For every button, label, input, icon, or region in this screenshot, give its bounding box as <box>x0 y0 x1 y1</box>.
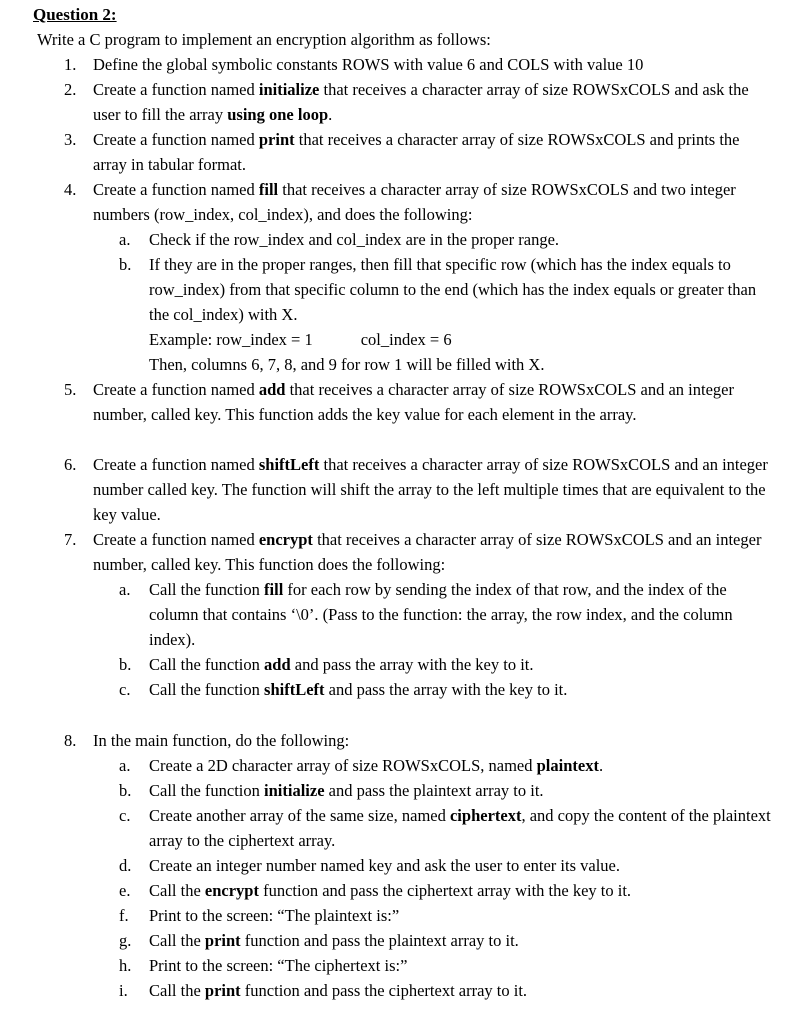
sub-item-letter: d. <box>119 856 132 875</box>
sub-item-text: Call the function shiftLeft and pass the array with the key to it. <box>149 680 568 699</box>
sub-item-text: Call the function add and pass the array with the key to it. <box>149 655 534 674</box>
sub-item-8c <box>119 803 774 853</box>
item-number: 6. <box>64 455 77 474</box>
item-text: Create a function named fill that receives a character array of size ROWSxCOLS and two integer numbers (row_index, col_index), and does the following: <box>93 180 736 225</box>
sub-item-8b <box>119 778 774 803</box>
list-item-6 <box>64 452 776 527</box>
list-item-3 <box>64 127 776 177</box>
item-number: 1. <box>64 55 77 74</box>
sub-item-text: Call the print function and pass the ciphertext array to it. <box>149 981 528 1000</box>
sub-item-letter: a. <box>119 230 131 249</box>
sub-item-8a <box>119 753 774 778</box>
sub-item-text: Call the print function and pass the plaintext array to it. <box>149 931 519 950</box>
list-item-8 <box>64 728 776 753</box>
question-intro: Write a C program to implement an encryption algorithm as follows: <box>37 30 491 49</box>
sub-item-text: Print to the screen: “The ciphertext is:” <box>149 956 408 975</box>
sub-item-letter: b. <box>119 781 132 800</box>
sub-item-text: Call the function initialize and pass the plaintext array to it. <box>149 781 544 800</box>
sub-item-8d <box>119 853 774 878</box>
list-item-7 <box>64 527 776 577</box>
sub-item-8f <box>119 903 774 928</box>
item-number: 2. <box>64 80 77 99</box>
sub-item-text: Create an integer number named key and ask the user to enter its value. <box>149 856 620 875</box>
sub-item-8g <box>119 928 774 953</box>
example-row-index: Example: row_index = 1 <box>149 330 313 349</box>
sub-item-4b-then: Then, columns 6, 7, 8, and 9 for row 1 will be filled with X. <box>149 355 545 374</box>
sub-item-7c <box>119 677 774 702</box>
sub-item-text: Call the function fill for each row by sending the index of that row, and the index of the column that contains ‘\0’. (Pass to the function: the array, the row index, and the column index). <box>149 580 733 650</box>
sub-item-8h <box>119 953 774 978</box>
item-text: In the main function, do the following: <box>93 731 350 750</box>
sub-item-8e <box>119 878 774 903</box>
item-number: 5. <box>64 380 77 399</box>
list-item-4 <box>64 177 776 227</box>
item-number: 7. <box>64 530 77 549</box>
sub-item-4b-example <box>119 327 774 352</box>
sub-item-text: Check if the row_index and col_index are in the proper range. <box>149 230 560 249</box>
sub-item-letter: a. <box>119 580 131 599</box>
sub-item-text: Create another array of the same size, named ciphertext, and copy the content of the plaintext array to the ciphertext array. <box>149 806 771 851</box>
question-heading: Question 2: <box>33 5 117 24</box>
sub-item-letter: i. <box>119 981 128 1000</box>
list-item-1 <box>64 52 776 77</box>
sub-item-8i <box>119 978 774 1003</box>
item-text: Create a function named encrypt that receives a character array of size ROWSxCOLS and an integer number, called key. This function does the following: <box>93 530 762 575</box>
sub-item-letter: g. <box>119 931 132 950</box>
sub-item-letter: f. <box>119 906 129 925</box>
item-text: Create a function named shiftLeft that receives a character array of size ROWSxCOLS and an integer number called key. The function will shift the array to the left multiple times that are equivalent to the key value. <box>93 455 768 525</box>
item-text: Define the global symbolic constants ROWS with value 6 and COLS with value 10 <box>93 55 644 74</box>
sub-item-7b <box>119 652 774 677</box>
item-text: Create a function named initialize that receives a character array of size ROWSxCOLS and ask the user to fill the array using one loop. <box>93 80 749 125</box>
sub-item-letter: a. <box>119 756 131 775</box>
sub-item-letter: c. <box>119 680 131 699</box>
example-col-index: col_index = 6 <box>360 330 452 349</box>
sub-item-letter: e. <box>119 881 131 900</box>
list-item-5 <box>64 377 776 427</box>
sub-item-text: If they are in the proper ranges, then fill that specific row (which has the index equals to row_index) from that specific column to the end (which has the index equals or greater than the col_index) with X. <box>149 255 757 325</box>
item-text: Create a function named add that receives a character array of size ROWSxCOLS and an integer number, called key. This function adds the key value for each element in the array. <box>93 380 734 425</box>
item-number: 3. <box>64 130 77 149</box>
sub-item-letter: h. <box>119 956 132 975</box>
item-text: Create a function named print that receives a character array of size ROWSxCOLS and prints the array in tabular format. <box>93 130 740 175</box>
sub-item-4b <box>119 252 774 327</box>
sub-item-text: Print to the screen: “The plaintext is:” <box>149 906 400 925</box>
sub-item-4a <box>119 227 774 252</box>
item-number: 4. <box>64 180 77 199</box>
sub-item-letter: b. <box>119 655 132 674</box>
sub-item-text: Create a 2D character array of size ROWSxCOLS, named plaintext. <box>149 756 604 775</box>
sub-item-text: Call the encrypt function and pass the ciphertext array with the key to it. <box>149 881 632 900</box>
sub-item-letter: b. <box>119 255 132 274</box>
sub-item-letter: c. <box>119 806 131 825</box>
list-item-2 <box>64 77 776 127</box>
item-number: 8. <box>64 731 77 750</box>
sub-item-7a <box>119 577 774 652</box>
